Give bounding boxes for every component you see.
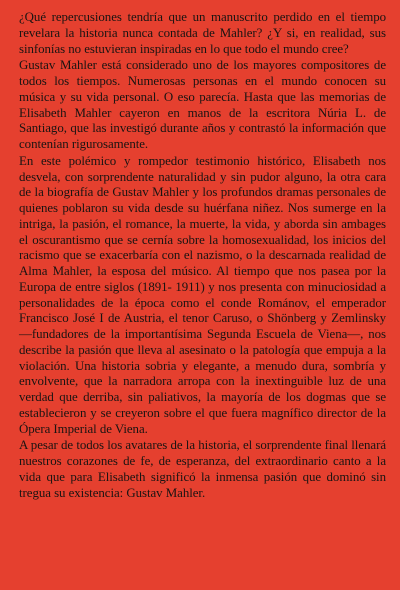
back-cover-synopsis xyxy=(19,10,386,501)
synopsis-paragraph-elisabeth: En este polémico y rompedor testimonio histórico, Elisabeth nos desvela, con sorprendente naturalidad y sin pudor alguno, la otra cara de la biografía de Gustav Mahler y los profundos dramas personales de quienes poblaron su vida desde su huérfana niñez. Nos sumerge en la intriga, la pasión, el romance, la muerte, la vida, y aborda sin ambages el oscurantismo que se cernía sobre la homosexualidad, los inicios del racismo que se exacerbaría con el nazismo, o la descarnada realidad de Alma Mahler, la esposa del músico. Al tiempo que nos pasea por la Europa de entre siglos (1891- 1911) y nos presenta con minuciosidad a personalidades de la época como el conde Románov, el emperador Francisco José I de Austria, el tenor Caruso, o Shönberg y Zemlinsky —fundadores de la importantísima Segunda Escuela de Viena—, nos describe la pasión que lleva al asesinato o la patología que empuja a la violación. Una historia sobria y elegante, a menudo dura, sombría y envolvente, que la narradora arropa con la inextinguible luz de una verdad que derriba, sin paliativos, la mayoría de los dogmas que se establecieron y se creyeron sobre el que fuera magnífico director de la Ópera Imperial de Viena. xyxy=(19,153,386,436)
synopsis-paragraph-mahler: Gustav Mahler está considerado uno de los mayores compositores de todos los tiempos. Numerosas personas en el mundo conocen su música y su vida personal. O eso parecía. Hasta que las memorias de Elisabeth Mahler cayeron en manos de la escritora Núria L. de Santiago, que las investigó durante años y contrastó la información que contenían rigurosamente. xyxy=(19,58,386,151)
synopsis-paragraph-intro: ¿Qué repercusiones tendría que un manuscrito perdido en el tiempo revelara la historia nunca contada de Mahler? ¿Y si, en realidad, sus sinfonías no estuvieran inspiradas en lo que todo el mundo cree? xyxy=(19,10,386,56)
synopsis-paragraph-ending: A pesar de todos los avatares de la historia, el sorprendente final llenará nuestros corazones de fe, de esperanza, del extraordinario canto a la vida que para Elisabeth significó la inmensa pasión que dominó sin tregua su existencia: Gustav Mahler. xyxy=(19,438,386,500)
